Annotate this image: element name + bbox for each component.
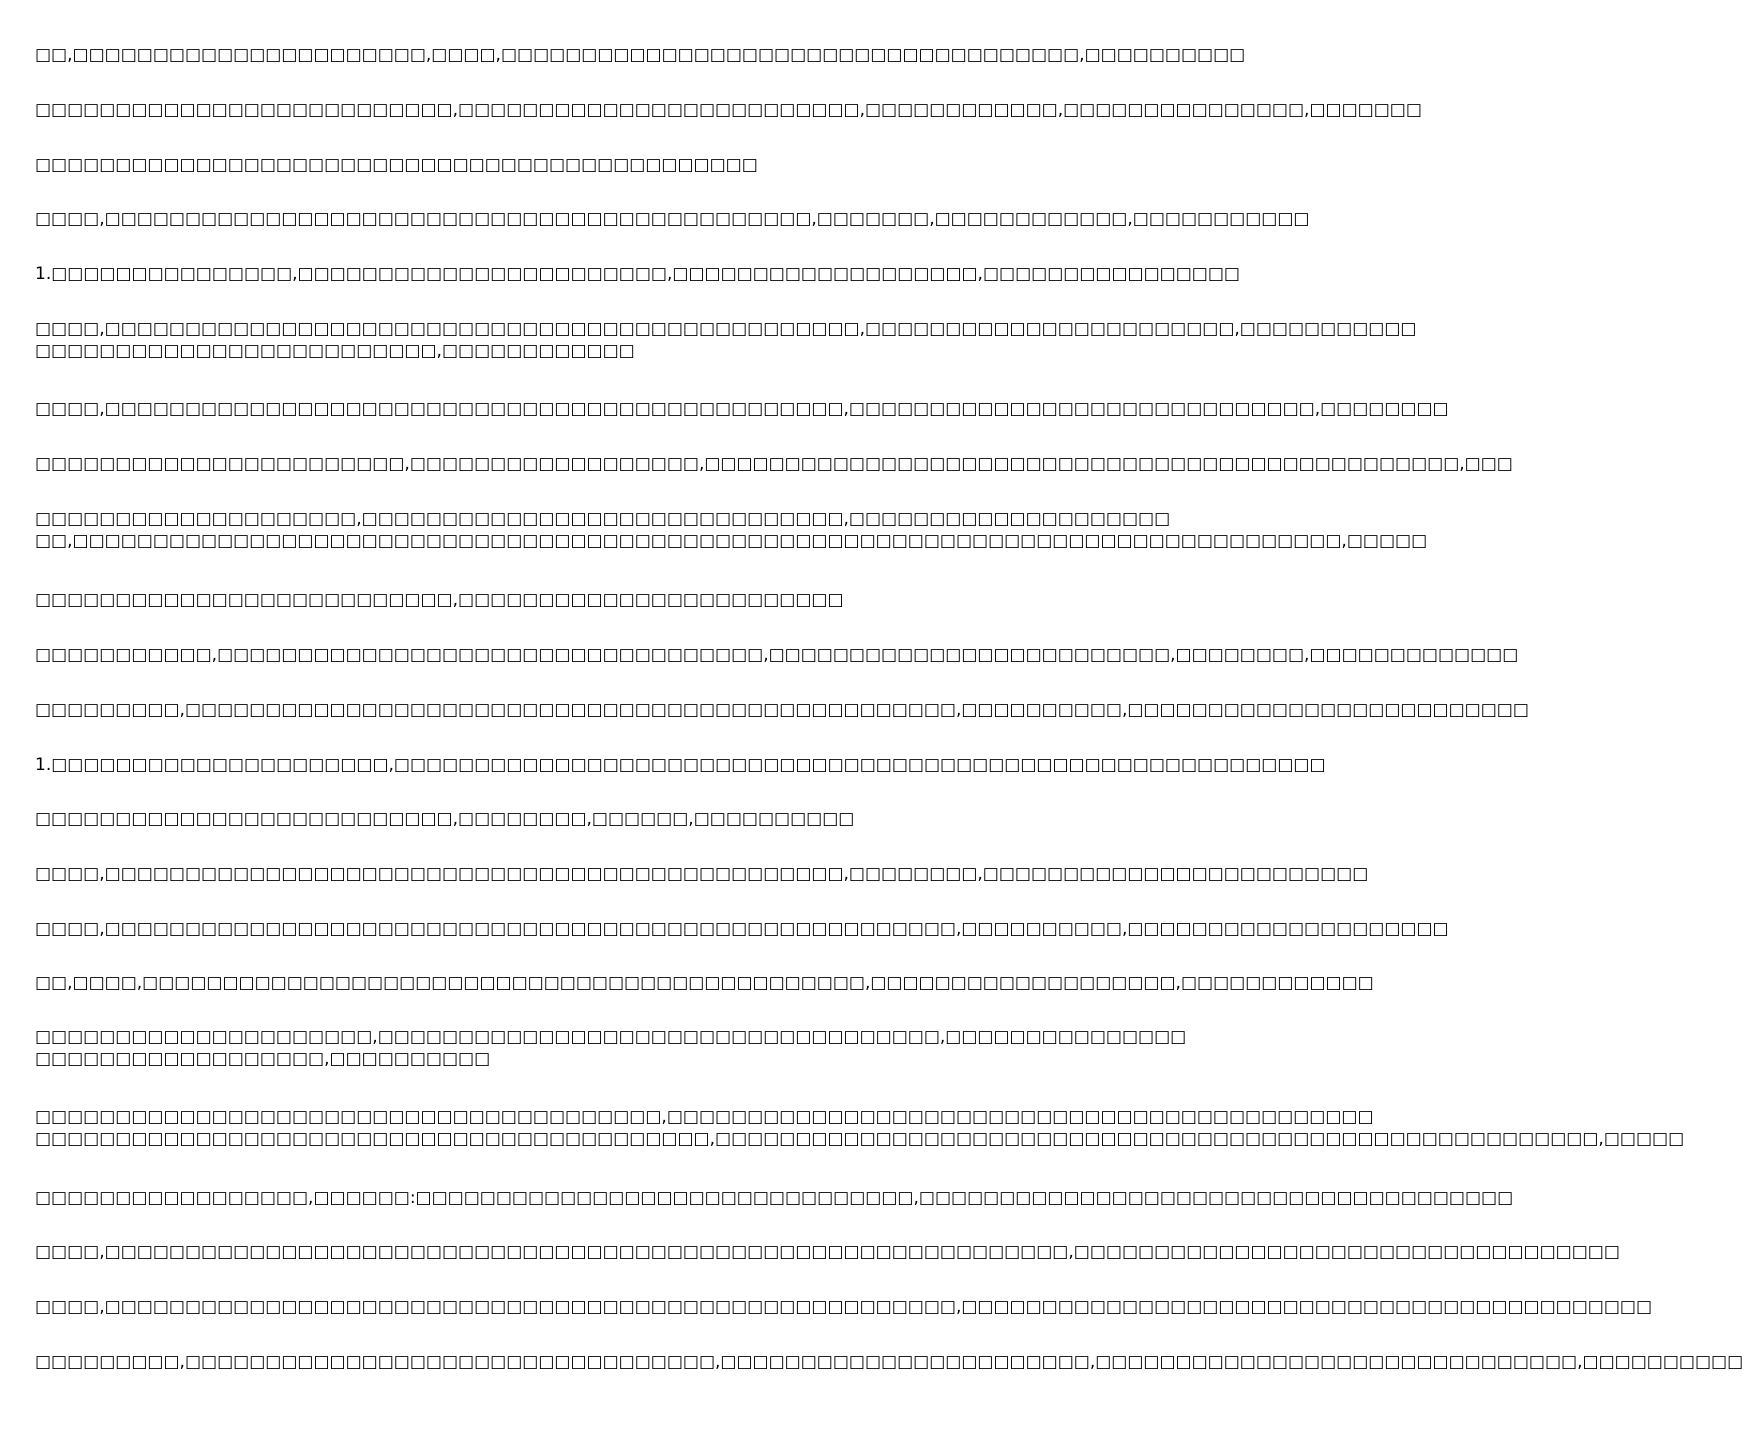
- text-paragraph: [35, 1351, 1743, 1373]
- text-paragraph: [35, 972, 1374, 994]
- text-line: □□,□□□□□□□□□□□□□□□□□□□□□□,□□□□,□□□□□□□□□□□□□□□□□□□□□□□□□□□□□□□□□□□□,□□□□□□□□□□: [35, 45, 1246, 65]
- text-paragraph: [35, 1106, 1685, 1150]
- text-line: □□□□□□□□□□□,□□□□□□□□□□□□□□□□□□□□□□□□□□□□□□□□□□,□□□□□□□□□□□□□□□□□□□□□□□□□,□□□□□□□□,□□□□□□□□□□□□□: [35, 645, 1519, 665]
- text-line: □□□□□□□□□□□□□□□□□,□□□□□□:□□□□□□□□□□□□□□□□□□□□□□□□□□□□□□□,□□□□□□□□□□□□□□□□□□□□□□□□□□□□□□□□□□□□□: [35, 1188, 1514, 1208]
- text-line: □□□□□□□□□□□□□□□□□□,□□□□□□□□□□: [35, 1049, 491, 1069]
- text-line: □□□□□□□□□,□□□□□□□□□□□□□□□□□□□□□□□□□□□□□□□□□□□□□□□□□□□□□□□□,□□□□□□□□□□,□□□□□□□□□□□□□□□□□□□□□□□□□: [35, 700, 1529, 720]
- text-paragraph: [35, 154, 990, 176]
- text-paragraph: [35, 263, 1240, 285]
- text-line: □□,□□□□□□□□□□□□□□□□□□□□□□□□□□□□□□□□□□□□□□□□□□□□□□□□□□□□□□□□□□□□□□□□□□□□□□□□□□□□□□□,□□□□□: [35, 531, 1428, 551]
- text-line: □□□□□□□□□□□□□□□□□□□□□□□□□□,□□□□□□□□□□□□□□□□□□□□□□□□□,□□□□□□□□□□□□,□□□□□□□□□□□□□□□,□□□□□□□: [35, 100, 1422, 120]
- text-line: 1.□□□□□□□□□□□□□□□,□□□□□□□□□□□□□□□□□□□□□□□,□□□□□□□□□□□□□□□□□□□,□□□□□□□□□□□□□□□□: [35, 264, 1240, 284]
- text-line: □□□□□□□□□□□□□□□□□□□□□□□□□□□□□□□□□□□□□□□,□□□□□□□□□□□□□□□□□□□□□□□□□□□□□□□□□□□□□□□□□□□□: [35, 1107, 1374, 1127]
- text-line: □□□□,□□□□□□□□□□□□□□□□□□□□□□□□□□□□□□□□□□□□□□□□□□□□□□□□□□□□□□□□□□□□,□□□□□□□□□□□□□□□□□□□□□□□□□□□□□□□□□□: [35, 1242, 1620, 1262]
- text-line: □□□□,□□□□□□□□□□□□□□□□□□□□□□□□□□□□□□□□□□□□□□□□□□□□□□□□□□□□□,□□□□□□□□□□□□□□□□□□□□□□□□□□□□□□□□□□□□□□□□□□□: [35, 1297, 1653, 1317]
- text-paragraph: [35, 699, 1529, 721]
- text-paragraph: [35, 99, 1422, 121]
- text-paragraph: [35, 44, 1246, 66]
- text-paragraph: [35, 808, 990, 830]
- text-paragraph: [35, 1241, 1620, 1263]
- text-paragraph: [35, 754, 1326, 776]
- text-line: □□□□□□□□□□□□□□□□□□□□□□□□□□□□□□□□□□□□□□□□□□□□□: [35, 155, 758, 175]
- text-line: □□□□□□□□□□□□□□□□□□□□□□□□□□,□□□□□□□□,□□□□□□,□□□□□□□□□□: [35, 809, 855, 829]
- text-line: □□□□□□□□□□□□□□□□□□□□□□□□□,□□□□□□□□□□□□: [35, 341, 635, 361]
- text-paragraph: [35, 453, 1513, 475]
- text-paragraph: [35, 318, 1417, 362]
- text-line: 1.□□□□□□□□□□□□□□□□□□□□□,□□□□□□□□□□□□□□□□□□□□□□□□□□□□□□□□□□□□□□□□□□□□□□□□□□□□□□□□□□: [35, 755, 1326, 775]
- text-paragraph: [35, 644, 1519, 666]
- text-line: □□□□,□□□□□□□□□□□□□□□□□□□□□□□□□□□□□□□□□□□□□□□□□□□□□□,□□□□□□□□,□□□□□□□□□□□□□□□□□□□□□□□□: [35, 864, 1369, 884]
- text-line: □□□□□□□□□□□□□□□□□□□□□□□,□□□□□□□□□□□□□□□□□□,□□□□□□□□□□□□□□□□□□□□□□□□□□□□□□□□□□□□□□□□□□□□□□□,□□□: [35, 454, 1513, 474]
- text-paragraph: [35, 589, 990, 611]
- text-line: □□□□□□□□□,□□□□□□□□□□□□□□□□□□□□□□□□□□□□□□□□□,□□□□□□□□□□□□□□□□□□□□□□□,□□□□□□□□□□□□□□□□□□□□□□□□□□□□□□,□□□□□□□□□□: [35, 1352, 1743, 1372]
- text-paragraph: [35, 918, 1449, 940]
- text-line: □□□□□□□□□□□□□□□□□□□□□,□□□□□□□□□□□□□□□□□□□□□□□□□□□□□□□□□□□,□□□□□□□□□□□□□□□: [35, 1027, 1187, 1047]
- text-paragraph: [35, 1187, 1514, 1209]
- text-line: □□□□,□□□□□□□□□□□□□□□□□□□□□□□□□□□□□□□□□□□□□□□□□□□□,□□□□□□□,□□□□□□□□□□□□,□□□□□□□□□□□: [35, 209, 1310, 229]
- text-paragraph: [35, 508, 1428, 552]
- text-paragraph: [35, 208, 1310, 230]
- text-line: □□□□□□□□□□□□□□□□□□□□,□□□□□□□□□□□□□□□□□□□□□□□□□□□□□□,□□□□□□□□□□□□□□□□□□□□: [35, 509, 1171, 529]
- text-line: □□□□,□□□□□□□□□□□□□□□□□□□□□□□□□□□□□□□□□□□□□□□□□□□□□□□,□□□□□□□□□□□□□□□□□□□□□□□,□□□□□□□□□□□: [35, 319, 1417, 339]
- text-line: □□□□□□□□□□□□□□□□□□□□□□□□□□□□□□□□□□□□□□□□□□,□□□□□□□□□□□□□□□□□□□□□□□□□□□□□□□□□□□□□□□□□□□□□□□□□□□□□□□,□□□□□: [35, 1129, 1685, 1149]
- text-paragraph: [35, 1296, 1653, 1318]
- text-line: □□□□□□□□□□□□□□□□□□□□□□□□□□,□□□□□□□□□□□□□□□□□□□□□□□□: [35, 590, 844, 610]
- text-paragraph: [35, 863, 1369, 885]
- text-paragraph: [35, 398, 1449, 420]
- text-line: □□,□□□□,□□□□□□□□□□□□□□□□□□□□□□□□□□□□□□□□□□□□□□□□□□□□□,□□□□□□□□□□□□□□□□□□□,□□□□□□□□□□□□: [35, 973, 1374, 993]
- text-line: □□□□,□□□□□□□□□□□□□□□□□□□□□□□□□□□□□□□□□□□□□□□□□□□□□□□□□□□□□,□□□□□□□□□□,□□□□□□□□□□□□□□□□□□□□: [35, 919, 1449, 939]
- text-line: □□□□,□□□□□□□□□□□□□□□□□□□□□□□□□□□□□□□□□□□□□□□□□□□□□□,□□□□□□□□□□□□□□□□□□□□□□□□□□□□□,□□□□□□□□: [35, 399, 1449, 419]
- text-paragraph: [35, 1026, 1187, 1070]
